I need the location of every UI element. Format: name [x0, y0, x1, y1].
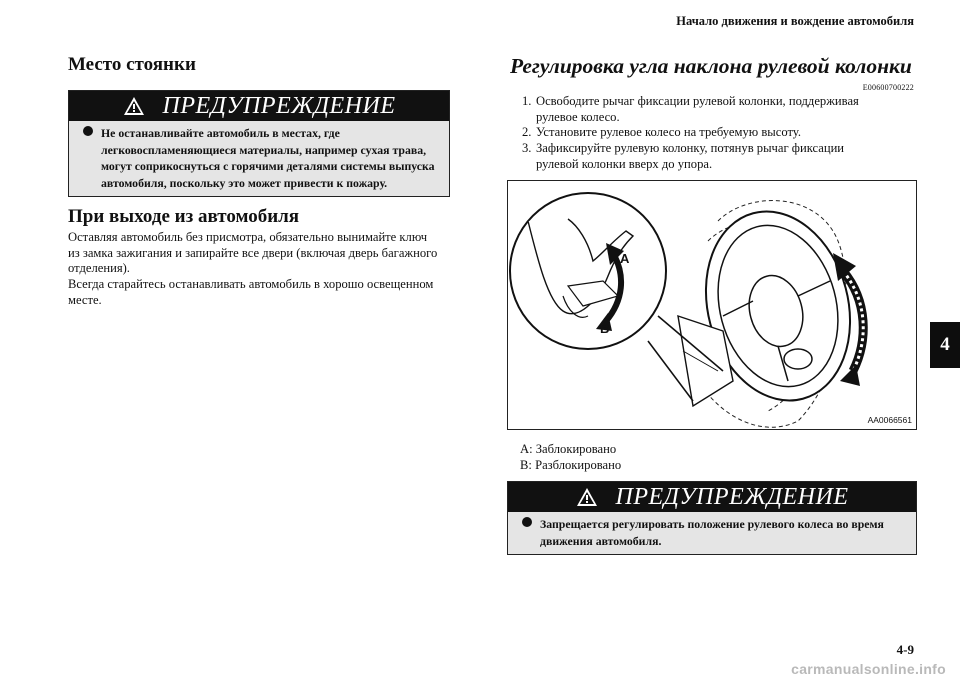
warning-triangle-icon: [123, 96, 145, 116]
warning-header: [508, 482, 916, 512]
figure-id: AA0066561: [867, 415, 912, 425]
legend-item: [520, 458, 621, 474]
legend-text: Заблокировано: [535, 442, 617, 456]
warning-line: могут соприкоснуться с горячими деталями системы выпуска: [101, 159, 435, 174]
warning-title: ПРЕДУПРЕЖДЕНИЕ: [615, 483, 849, 510]
warning-body: [69, 121, 449, 196]
step-item: [510, 141, 920, 172]
warning-body: [508, 512, 916, 554]
page-number: 4-9: [896, 642, 914, 657]
step-number: 1.: [522, 94, 532, 108]
warning-box-tilt: [507, 481, 917, 555]
warning-line: автомобиля, поскольку это может привести к пожару.: [101, 175, 388, 190]
exit-section-text: [68, 230, 468, 309]
step-item: [510, 94, 920, 125]
step-line: Установите рулевое колесо на требуемую высоту.: [536, 125, 801, 140]
steering-tilt-figure: [507, 180, 917, 430]
bullet-icon: [83, 126, 93, 136]
step-line: Зафиксируйте рулевую колонку, потянув рычаг фиксации: [536, 141, 845, 156]
bullet-icon: [522, 517, 532, 527]
steering-illustration: [508, 181, 916, 429]
text-line: месте.: [68, 292, 102, 307]
step-line: рулевое колесо.: [536, 109, 620, 124]
legend-text: Разблокировано: [535, 457, 622, 472]
steps-list: [510, 94, 920, 173]
legend-item: [520, 442, 621, 458]
text-line: отделения).: [68, 261, 130, 276]
watermark: carmanualsonline.info: [791, 661, 946, 677]
legend-key: A:: [520, 442, 533, 456]
figure-label-b: B: [600, 321, 610, 336]
exit-section-title: При выходе из автомобиля: [68, 206, 300, 227]
text-line: Оставляя автомобиль без присмотра, обязательно вынимайте ключ: [68, 230, 428, 244]
warning-title: ПРЕДУПРЕЖДЕНИЕ: [162, 92, 396, 119]
step-line: Освободите рычаг фиксации рулевой колонки, поддерживая: [536, 94, 859, 108]
warning-line: Запрещается регулировать положение рулевого колеса во время: [540, 517, 884, 531]
warning-line: легковоспламеняющиеся материалы, например сухая трава,: [101, 142, 427, 157]
warning-box-parking: [68, 90, 450, 197]
chapter-tab: 4: [930, 322, 960, 368]
warning-line: движения автомобиля.: [540, 533, 662, 548]
step-number: 2.: [522, 125, 532, 140]
figure-label-a: A: [620, 251, 630, 266]
step-number: 3.: [522, 141, 532, 156]
text-line: Всегда старайтесь останавливать автомобиль в хорошо освещенном: [68, 277, 434, 292]
running-header: Начало движения и вождение автомобиля: [676, 14, 914, 28]
parking-section-title: Место стоянки: [68, 54, 196, 75]
warning-line: Не останавливайте автомобиль в местах, где: [101, 126, 340, 140]
legend-key: B:: [520, 457, 532, 472]
step-item: [510, 125, 920, 141]
tilt-section-title: Регулировка угла наклона рулевой колонки: [510, 54, 912, 78]
text-line: из замка зажигания и запирайте все двери (включая дверь багажного: [68, 245, 438, 260]
section-code: E00600700222: [862, 83, 914, 92]
warning-triangle-icon: [576, 487, 598, 507]
figure-legend: [520, 442, 621, 473]
step-line: рулевой колонки вверх до упора.: [536, 156, 713, 171]
warning-header: [69, 91, 449, 121]
